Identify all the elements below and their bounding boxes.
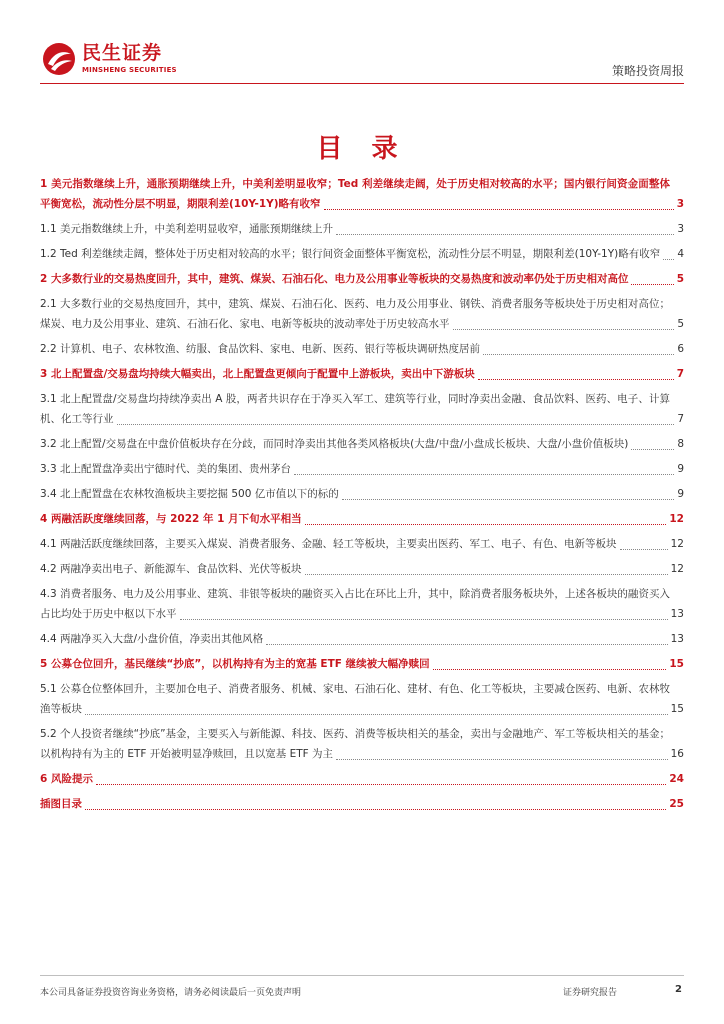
toc-entry-text: 3.4 北上配置盘在农林牧渔板块主要挖掘 500 亿市值以下的标的	[40, 488, 339, 500]
toc-entry-page: 6	[677, 343, 684, 355]
toc-entry[interactable]	[40, 509, 684, 529]
toc-entry[interactable]	[40, 724, 684, 764]
toc-entry-text: 4.3 消费者服务、电力及公用事业、建筑、非银等板块的融资买入占比在环比上升，其中，除消费者服务板块外，上述各板块的融资买入占比均处于历史中枢以下水平	[40, 588, 670, 620]
toc-entry[interactable]	[40, 654, 684, 674]
toc-leader-dots	[663, 259, 674, 260]
toc-entry-page: 9	[677, 463, 684, 475]
toc-entry-page: 13	[670, 608, 684, 620]
toc-leader-dots	[478, 379, 674, 380]
toc-entry-text: 3.3 北上配置盘净卖出宁德时代、美的集团、贵州茅台	[40, 463, 292, 475]
toc-entry-page: 24	[669, 773, 684, 785]
toc-entry-page: 8	[677, 438, 684, 450]
toc-entry-text: 2 大多数行业的交易热度回升，其中，建筑、煤炭、石油石化、电力及公用事业等板块的交易热度和波动率仍处于历史相对高位	[40, 273, 629, 285]
toc-entry-page: 12	[670, 563, 684, 575]
toc-entry-text: 4 两融活跃度继续回落，与 2022 年 1 月下旬水平相当	[40, 513, 302, 525]
toc-entry-text: 5.1 公募仓位整体回升，主要加仓电子、消费者服务、机械、家电、石油石化、建材、有色、化工等板块，主要减仓医药、电新、农林牧渔等板块	[40, 683, 670, 715]
toc-entry-page: 25	[669, 798, 684, 810]
toc-leader-dots	[294, 474, 674, 475]
toc-entry-page: 5	[676, 273, 684, 285]
toc-entry-text: 4.2 两融净卖出电子、新能源车、食品饮料、光伏等板块	[40, 563, 302, 575]
toc-entry-page: 7	[676, 368, 684, 380]
toc-entry[interactable]	[40, 459, 684, 479]
toc-entry-page: 16	[670, 748, 684, 760]
toc-title: 目 录	[316, 134, 408, 164]
toc-entry-text: 4.4 两融净买入大盘/小盘价值，净卖出其他风格	[40, 633, 264, 645]
toc-leader-dots	[96, 784, 666, 785]
toc-leader-dots	[620, 549, 668, 550]
toc-entry[interactable]	[40, 484, 684, 504]
toc-leader-dots	[631, 284, 673, 285]
toc-entry[interactable]	[40, 794, 684, 814]
toc-entry-page: 3	[676, 198, 684, 210]
toc-entry-page: 5	[677, 318, 684, 330]
toc-leader-dots	[342, 499, 675, 500]
toc-entry-text: 1.1 美元指数继续上升，中美利差明显收窄，通胀预期继续上升	[40, 223, 334, 235]
toc-entry[interactable]	[40, 219, 684, 239]
report-type: 策略投资周报	[611, 64, 684, 78]
toc-leader-dots	[336, 759, 668, 760]
toc-entry-text: 2.2 计算机、电子、农林牧渔、纺服、食品饮料、家电、电新、医药、银行等板块调研热度居前	[40, 343, 481, 355]
toc-leader-dots	[305, 574, 668, 575]
toc-entry-page: 4	[677, 248, 684, 260]
toc-entry[interactable]	[40, 629, 684, 649]
toc-entry[interactable]	[40, 339, 684, 359]
toc-leader-dots	[631, 449, 674, 450]
toc-entry[interactable]	[40, 174, 684, 214]
toc-entry-page: 15	[670, 703, 684, 715]
brand-name-cn: 民生证券	[82, 42, 163, 64]
table-of-contents	[40, 174, 684, 819]
toc-entry-text: 2.1 大多数行业的交易热度回升，其中，建筑、煤炭、石油石化、医药、电力及公用事业、钢铁、消费者服务等板块处于历史相对高位；煤炭、电力及公用事业、建筑、石油石化、家电、电新等板块的波动率处于历史较高水平	[40, 298, 670, 330]
toc-leader-dots	[336, 234, 674, 235]
toc-leader-dots	[305, 524, 667, 525]
toc-entry-page: 13	[670, 633, 684, 645]
brand-name-en: MINSHENG SECURITIES	[82, 66, 177, 74]
header-divider	[40, 83, 684, 84]
toc-entry-page: 7	[677, 413, 684, 425]
toc-entry-text: 5.2 个人投资者继续“抄底”基金，主要买入与新能源、科技、医药、消费等板块相关的基金，卖出与金融地产、军工等板块相关的基金；以机构持有为主的 ETF 开始被明显净赎回，且以宽基 ETF 为主	[40, 728, 670, 760]
toc-entry-text: 3.1 北上配置盘/交易盘均持续净卖出 A 股，两者共识存在于净买入军工、建筑等行业，同时净卖出金融、食品饮料、医药、电子、计算机、化工等行业	[40, 393, 670, 425]
toc-leader-dots	[266, 644, 668, 645]
toc-entry-text: 1 美元指数继续上升，通胀预期继续上升，中美利差明显收窄；Ted 利差继续走阔，处于历史相对较高的水平；国内银行间资金面整体平衡宽松，流动性分层不明显，期限利差(10Y-1Y)略有收窄	[40, 178, 670, 210]
toc-entry[interactable]	[40, 364, 684, 384]
toc-entry[interactable]	[40, 534, 684, 554]
toc-leader-dots	[433, 669, 667, 670]
toc-leader-dots	[483, 354, 674, 355]
page-number: 2	[675, 984, 682, 995]
toc-entry-text: 5 公募仓位回升，基民继续“抄底”，以机构持有为主的宽基 ETF 继续被大幅净赎回	[40, 658, 430, 670]
footer-disclaimer: 本公司具备证券投资咨询业务资格，请务必阅读最后一页免责声明	[40, 988, 302, 998]
toc-entry-text: 3 北上配置盘/交易盘均持续大幅卖出，北上配置盘更倾向于配置中上游板块，卖出中下游板块	[40, 368, 475, 380]
toc-entry-page: 12	[669, 513, 684, 525]
toc-entry[interactable]	[40, 559, 684, 579]
toc-entry[interactable]	[40, 769, 684, 789]
footer-label: 证券研究报告	[563, 988, 618, 998]
toc-entry[interactable]	[40, 434, 684, 454]
toc-entry-text: 1.2 Ted 利差继续走阔，整体处于历史相对较高的水平；银行间资金面整体平衡宽松，流动性分层不明显，期限利差(10Y-1Y)略有收窄	[40, 248, 661, 260]
toc-leader-dots	[117, 424, 675, 425]
toc-entry-page: 3	[677, 223, 684, 235]
toc-entry-page: 9	[677, 488, 684, 500]
toc-entry[interactable]	[40, 269, 684, 289]
toc-leader-dots	[180, 619, 668, 620]
toc-entry[interactable]	[40, 294, 684, 334]
page-header	[40, 38, 684, 84]
toc-entry[interactable]	[40, 679, 684, 719]
minsheng-logo-icon	[42, 42, 76, 76]
toc-leader-dots	[85, 809, 666, 810]
toc-entry[interactable]	[40, 389, 684, 429]
toc-entry[interactable]	[40, 584, 684, 624]
toc-entry-page: 12	[670, 538, 684, 550]
toc-entry-text: 6 风险提示	[40, 773, 93, 785]
toc-entry-text: 插图目录	[40, 798, 82, 810]
toc-entry-text: 3.2 北上配置/交易盘在中盘价值板块存在分歧，而同时净卖出其他各类风格板块(大盘/中盘/小盘成长板块、大盘/小盘价值板块)	[40, 438, 629, 450]
toc-leader-dots	[453, 329, 675, 330]
toc-leader-dots	[85, 714, 668, 715]
toc-entry-text: 4.1 两融活跃度继续回落，主要买入煤炭、消费者服务、金融、轻工等板块，主要卖出医药、军工、电子、有色、电新等板块	[40, 538, 617, 550]
minsheng-logo	[40, 38, 190, 80]
toc-entry-page: 15	[669, 658, 684, 670]
footer-divider	[40, 975, 684, 976]
toc-leader-dots	[324, 209, 674, 210]
toc-entry[interactable]	[40, 244, 684, 264]
